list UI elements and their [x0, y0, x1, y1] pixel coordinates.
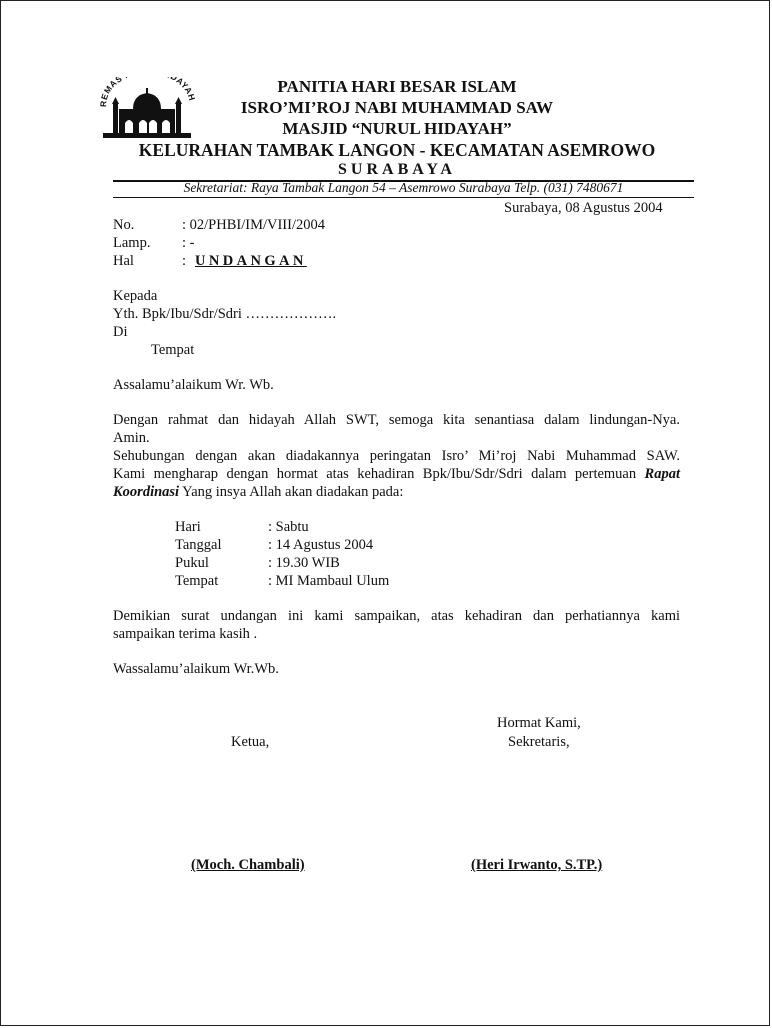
- closing-salam: Wassalamu’alaikum Wr.Wb.: [113, 661, 279, 677]
- body-p2-line-1: Sehubungan dengan akan diadakannya peringatan Isro’ Mi’roj Nabi Muhammad SAW.: [113, 448, 680, 464]
- schedule-label-tempat: Tempat: [175, 573, 219, 589]
- schedule-value-pukul: : 19.30 WIB: [268, 555, 340, 571]
- closing-line-1: Demikian surat undangan ini kami sampaikan, atas kehadiran dan perhatiannya kami: [113, 608, 680, 624]
- body-p2-line-3: [113, 484, 403, 501]
- body-p2-line-2-text: Kami mengharap dengan hormat atas kehadiran Bpk/Ibu/Sdr/Sdri dalam pertemuan: [113, 466, 637, 482]
- logo-arc-text: REMAS DAYA: [99, 77, 195, 108]
- body-p2-line-2: [113, 466, 680, 483]
- letterhead-city: SURABAYA: [338, 161, 456, 178]
- emphasis-rapat: Rapat: [644, 466, 680, 482]
- body-p2-line-3-text: Yang insya Allah akan diadakan pada:: [179, 484, 404, 500]
- recipient-line-2: Yth. Bpk/Ibu/Sdr/Sdri ……………….: [113, 306, 337, 322]
- schedule-value-hari: : Sabtu: [268, 519, 309, 535]
- letterhead-rule-bottom: [113, 197, 694, 198]
- schedule-label-hari: Hari: [175, 519, 201, 535]
- right-signatory-role: Sekretaris,: [508, 734, 570, 750]
- letterhead-line-1: PANITIA HARI BESAR ISLAM: [277, 77, 517, 96]
- no-value: : 02/PHBI/IM/VIII/2004: [182, 217, 325, 233]
- schedule-value-tanggal: : 14 Agustus 2004: [268, 537, 374, 553]
- hal-value: UNDANGAN: [195, 253, 307, 269]
- schedule-label-pukul: Pukul: [175, 555, 209, 571]
- body-p1-line-1: Dengan rahmat dan hidayah Allah SWT, semoga kita senantiasa dalam lindungan-Nya.: [113, 412, 680, 428]
- body-p1-line-2: Amin.: [113, 430, 150, 446]
- secretariat-address: Sekretariat: Raya Tambak Langon 54 – Asemrowo Surabaya Telp. (031) 7480671: [183, 180, 624, 195]
- recipient-line-1: Kepada: [113, 288, 158, 304]
- left-signatory-name: (Moch. Chambali): [191, 857, 305, 873]
- left-signatory-role: Ketua,: [231, 734, 270, 750]
- regards: Hormat Kami,: [497, 715, 581, 731]
- place-date: Surabaya, 08 Agustus 2004: [504, 200, 663, 216]
- lamp-value: : -: [182, 235, 195, 251]
- emphasis-koordinasi: Koordinasi: [113, 484, 180, 500]
- schedule-label-tanggal: Tanggal: [175, 537, 222, 553]
- schedule-value-tempat: : MI Mambaul Ulum: [268, 573, 390, 589]
- hal-colon: :: [182, 253, 187, 269]
- right-signatory-name: (Heri Irwanto, S.TP.): [471, 857, 603, 873]
- closing-line-2: sampaikan terima kasih .: [113, 626, 258, 642]
- lamp-label: Lamp.: [113, 235, 151, 251]
- recipient-line-3: Di: [113, 324, 128, 340]
- letterhead-line-3: MASJID “NURUL HIDAYAH”: [282, 119, 512, 138]
- letterhead-line-2: ISRO’MI’ROJ NABI MUHAMMAD SAW: [240, 98, 554, 117]
- greeting: Assalamu’alaikum Wr. Wb.: [113, 377, 274, 393]
- no-label: No.: [113, 217, 135, 233]
- recipient-line-4: Tempat: [151, 342, 195, 358]
- hal-label: Hal: [113, 253, 134, 269]
- letterhead-line-4: KELURAHAN TAMBAK LANGON - KECAMATAN ASEMROWO: [138, 140, 656, 160]
